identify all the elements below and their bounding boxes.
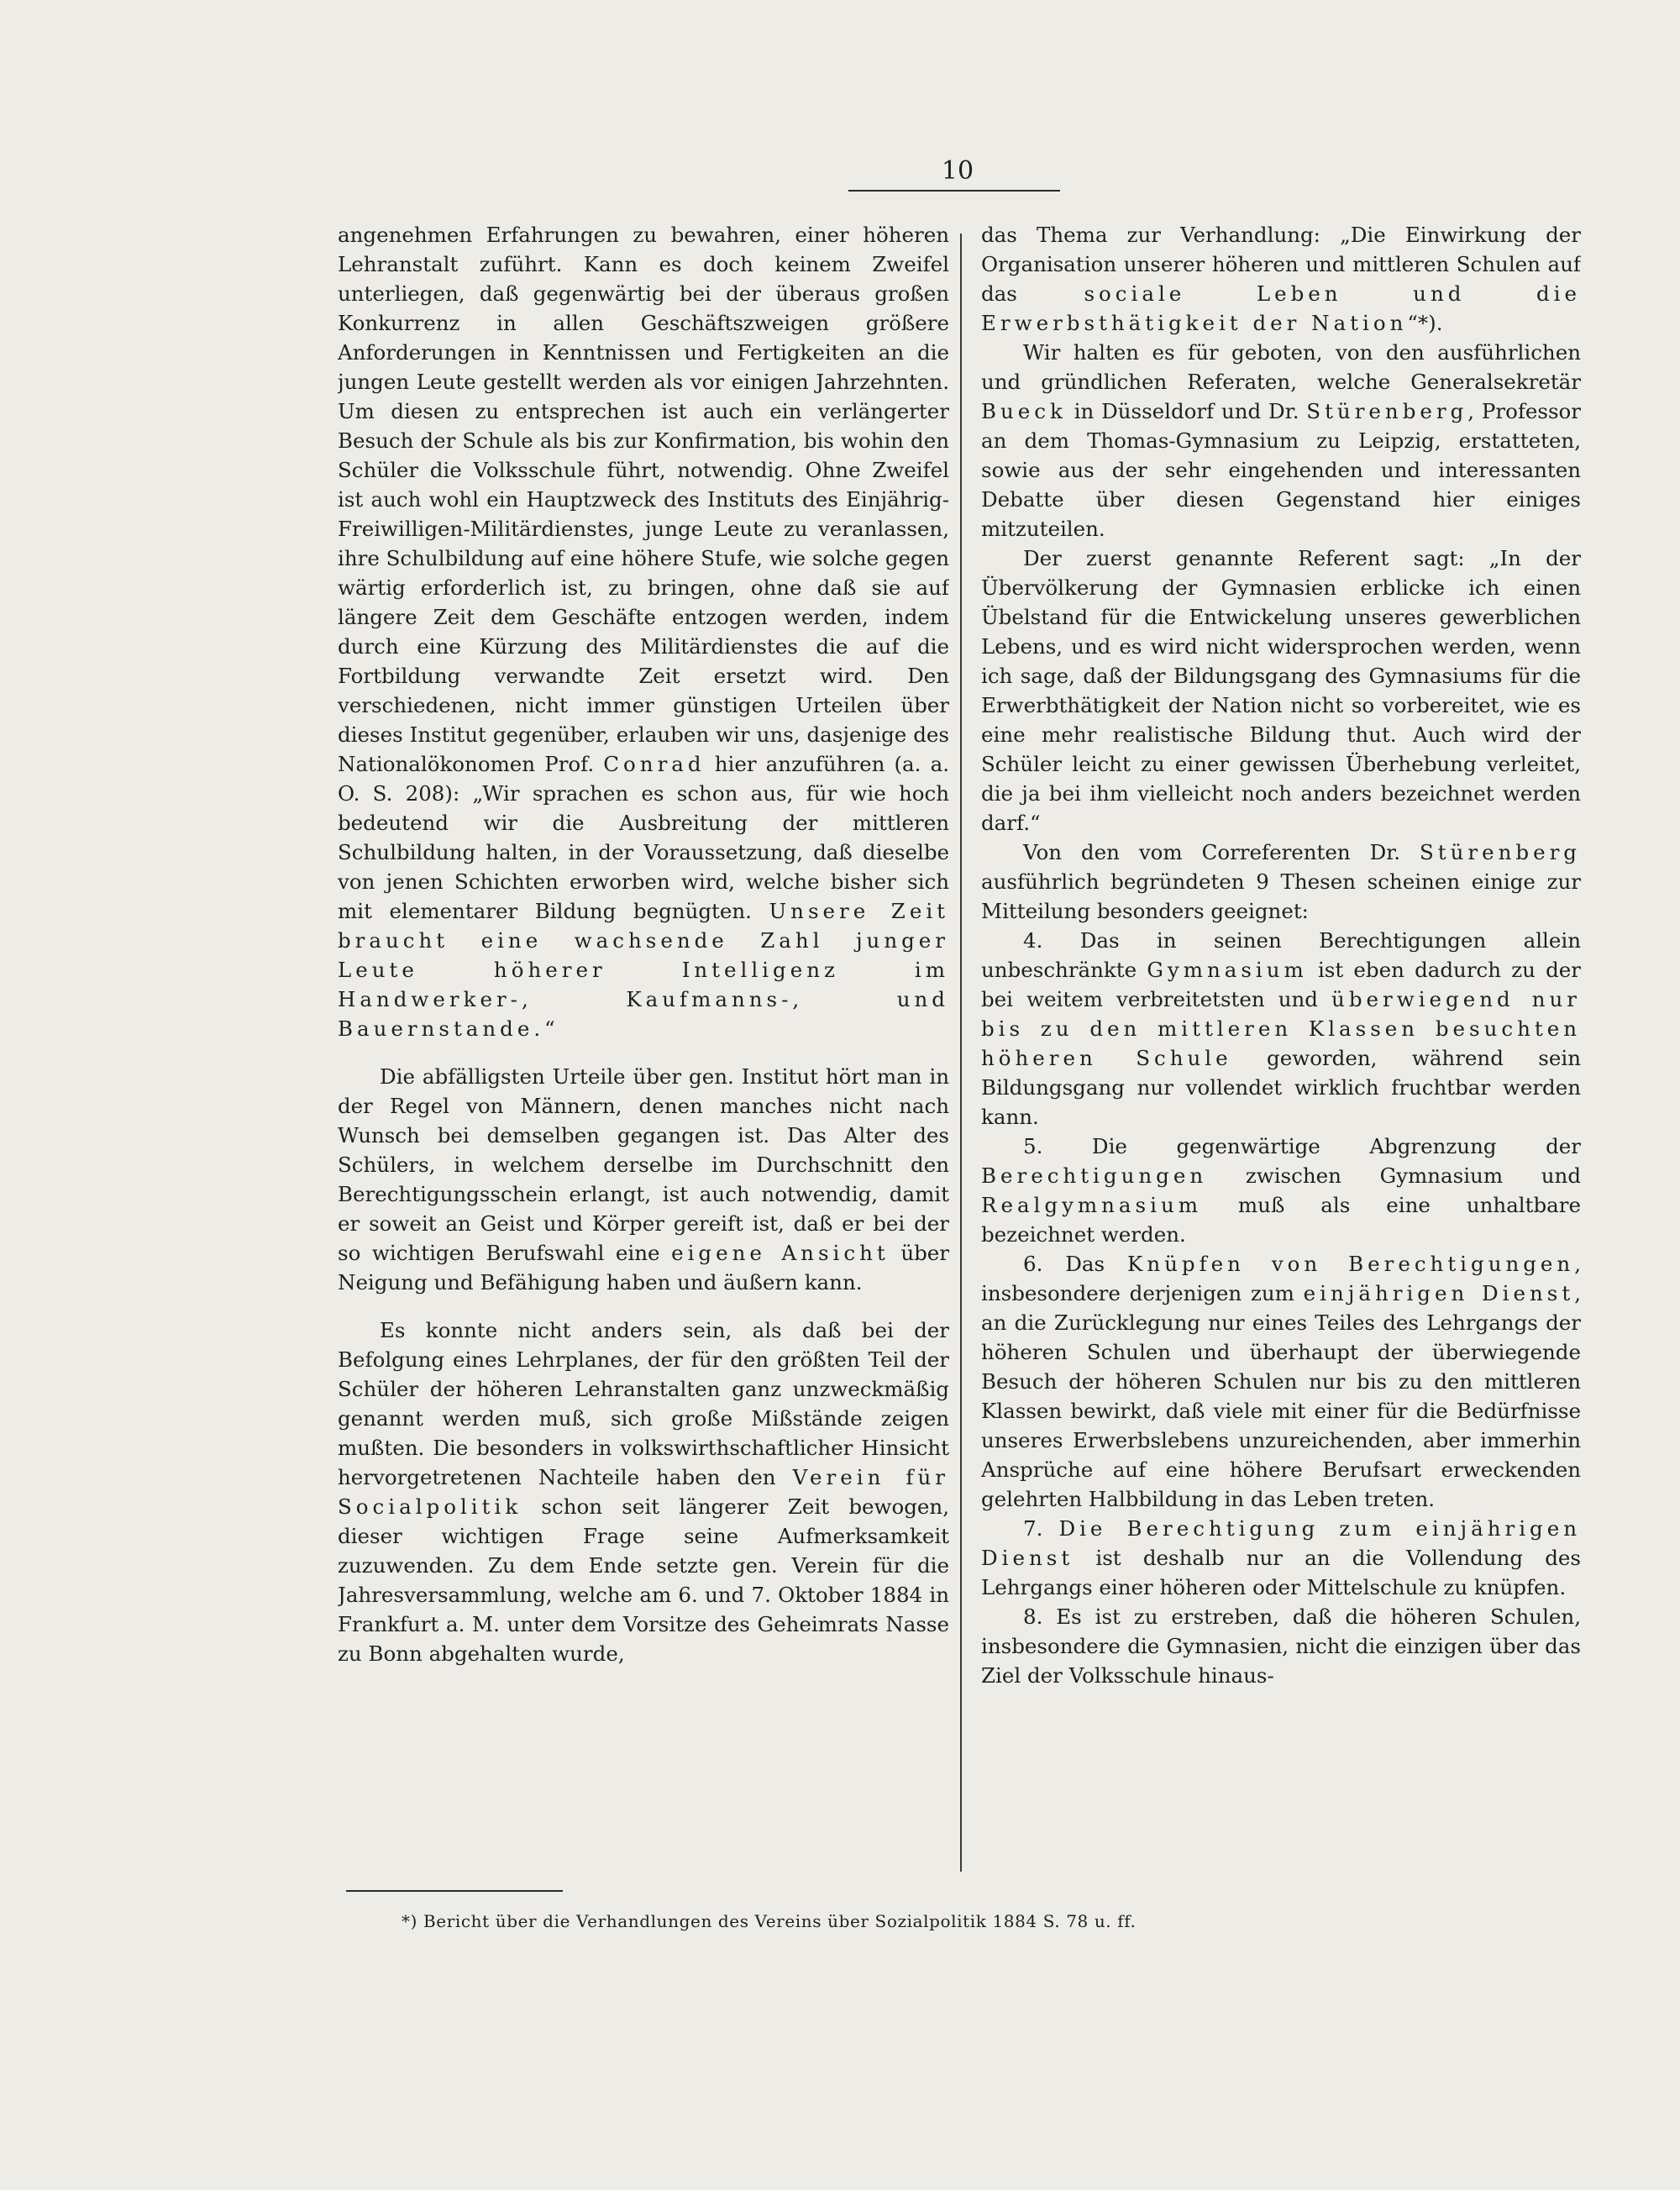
page-number-rule <box>848 190 1060 192</box>
left-paragraph-1 <box>338 220 949 1043</box>
right-p2-mid: in Düsseldorf und Dr. <box>1066 399 1307 423</box>
thesis-5-spaced-1: Berechtigungen <box>981 1163 1208 1188</box>
left-p1-spaced-quote: Unsere Zeit braucht eine wachsende Zahl junger Leute höherer Intelligenz im Handwerker-, Kaufmanns-, und Bauernstande. <box>338 899 949 1041</box>
right-paragraph-2 <box>981 338 1581 544</box>
left-p3-spaced: Verein für Socialpolitik <box>338 1465 949 1519</box>
name-stuerenberg: Stürenberg <box>1306 399 1468 423</box>
thesis-7 <box>981 1514 1581 1602</box>
right-paragraph-1 <box>981 220 1581 338</box>
thesis-6-spaced-2: einjährigen Dienst <box>1303 1281 1575 1305</box>
thesis-6 <box>981 1249 1581 1514</box>
thesis-4-spaced-2: überwiegend nur bis zu den mittleren Klassen besuchten höheren Schule <box>981 987 1581 1070</box>
thesis-7-text: 7. <box>1023 1516 1059 1541</box>
left-p1-quote: hier anzuführen (a. a. O. S. 208): „Wir sprachen es schon aus, für wie hoch bedeutend wir die Ausbreitung der mittleren Schulbildung halten, in der Voraussetzung, daß dieselbe von jenen Schichten erworben wird, welche bisher sich mit elementarer Bildung begnügten. <box>338 752 949 923</box>
name-conrad: Conrad <box>603 752 706 776</box>
left-p1-text: angenehmen Erfahrungen zu bewahren, einer höheren Lehranstalt zuführt. Kann es doch keinem Zweifel unterliegen, daß gegenwärtig bei der überaus großen Konkurrenz in allen Geschäftszweigen größere Anforderungen in Kenntnissen und Fertigkeiten an die jungen Leute gestellt werden als vor einigen Jahrzehnten. Um diesen zu entsprechen ist auch ein verlängerter Besuch der Schule als bis zur Konfirmation, bis wohin den Schüler die Volksschule führt, notwendig. Ohne Zweifel ist auch wohl ein Hauptzweck des Instituts des Einjährig-Freiwilligen-Militärdienstes, junge Leute zu veranlassen, ihre Schulbildung auf eine höhere Stufe, wie solche gegen wärtig erforderlich ist, zu bringen, ohne daß sie auf längere Zeit dem Geschäfte entzogen werden, indem durch eine Kürzung des Militärdienstes die auf die Fortbildung verwandte Zeit ersetzt wird. Den verschiedenen, nicht immer günstigen Urteilen über dieses Institut gegenüber, erlauben wir uns, dasjenige des Nationalökonomen Prof. <box>338 223 949 776</box>
right-p3-text: Der zuerst genannte Referent sagt: „In der Übervölkerung der Gymnasien erblicke ich einen Übelstand für die Entwickelung unseres gewerblichen Lebens, und es wird nicht widersprochen werden, wenn ich sage, daß der Bildungsgang des Gymnasiums für die Erwerbthätigkeit der Nation nicht so vorbereitet, wie es eine mehr realistische Bildung thut. Auch wird der Schüler leicht zu einer gewissen Überhebung verleitet, die ja bei ihm vielleicht noch anders bezeichnet werden darf.“ <box>981 546 1581 835</box>
thesis-7-rest: ist deshalb nur an die Vollendung des Lehrgangs einer höheren oder Mittelschule zu knüpfen. <box>981 1546 1581 1599</box>
thesis-4-text: 4. Das in seinen Berechtigungen allein unbeschränkte <box>981 928 1581 982</box>
thesis-7-spaced: Die Berechtigung zum einjährigen Dienst <box>981 1516 1581 1570</box>
thesis-5 <box>981 1132 1581 1249</box>
thesis-6-spaced-1: Knüpfen von Berechtigungen <box>1127 1252 1575 1276</box>
thesis-4-rest: geworden, während sein Bildungsgang nur vollendet wirklich fruchtbar werden kann. <box>981 1046 1581 1129</box>
thesis-6-rest: , an die Zurücklegung nur eines Teiles des Lehrgangs der höheren Schulen und überhaupt der überwiegende Besuch der höheren Schulen nur bis zu den mittleren Klassen bewirkt, daß viele mit einer für die Bedürfnisse unseres Erwerbslebens unzureichenden, aber immerhin Ansprüche auf eine höhere Berufsart erweckenden gelehrten Halbbildung in das Leben treten. <box>981 1281 1581 1511</box>
right-column <box>981 220 1581 1879</box>
left-p1-close: “ <box>544 1016 555 1041</box>
name-stuerenberg-2: Stürenberg <box>1420 840 1581 864</box>
thesis-5-rest: muß als eine unhaltbare bezeichnet werden. <box>981 1193 1581 1247</box>
thesis-8-text: 8. Es ist zu erstreben, daß die höheren Schulen, insbesondere die Gymnasien, nicht die einzigen über das Ziel der Volksschule hinaus- <box>981 1604 1581 1688</box>
left-column <box>338 220 949 1879</box>
left-paragraph-3 <box>338 1316 949 1668</box>
thesis-5-text: 5. Die gegenwärtige Abgrenzung der <box>1023 1134 1581 1158</box>
column-divider <box>960 234 962 1872</box>
thesis-6-mid: , insbesondere derjenigen zum <box>981 1252 1581 1305</box>
thesis-4-spaced-1: Gymnasium <box>1147 958 1308 982</box>
page-number: 10 <box>941 156 974 186</box>
right-p4-text: Von den vom Correferenten Dr. <box>1023 840 1420 864</box>
thesis-4-mid: ist eben dadurch zu der bei weitem verbreitetsten und <box>981 958 1581 1011</box>
footnote: *) Bericht über die Verhandlungen des Vereins über Sozialpolitik 1884 S. 78 u. ff. <box>402 1911 1137 1931</box>
right-p1-end: “*). <box>1407 311 1443 335</box>
left-p2-text: Die abfälligsten Urteile über gen. Institut hört man in der Regel von Männern, denen manches nicht nach Wunsch bei demselben gegangen ist. Das Alter des Schülers, in welchem derselbe im Durchschnitt den Berechtigungsschein erlangt, ist auch notwendig, damit er soweit an Geist und Körper gereift ist, daß er bei der so wichtigen Berufswahl eine <box>338 1064 949 1265</box>
thesis-5-mid: zwischen Gymnasium und <box>1207 1163 1581 1188</box>
footnote-rule <box>346 1890 563 1892</box>
left-p2-rest: über Neigung und Befähigung haben und äußern kann. <box>338 1241 949 1295</box>
right-p1-text: das Thema zur Verhandlung: „Die Einwirkung der Organisation unserer höheren und mittleren Schulen auf das <box>981 223 1581 306</box>
thesis-6-text: 6. Das <box>1023 1252 1128 1276</box>
right-p1-spaced: sociale Leben und die Erwerbsthätigkeit der Nation <box>981 281 1581 335</box>
thesis-8 <box>981 1602 1581 1690</box>
left-paragraph-2 <box>338 1062 949 1297</box>
right-p4-rest: ausführlich begründeten 9 Thesen scheinen einige zur Mitteilung besonders geeignet: <box>981 869 1581 923</box>
right-p2-rest: , Professor an dem Thomas-Gymnasium zu Leipzig, erstatteten, sowie aus der sehr eingehenden und interessanten Debatte über diesen Gegenstand hier einiges mitzuteilen. <box>981 399 1581 541</box>
left-p2-spaced: eigene Ansicht <box>671 1241 890 1265</box>
right-paragraph-3 <box>981 544 1581 838</box>
thesis-5-spaced-2: Realgymnasium <box>981 1193 1202 1217</box>
left-p3-rest: schon seit längerer Zeit bewogen, dieser wichtigen Frage seine Aufmerksamkeit zuzuwenden. Zu dem Ende setzte gen. Verein für die Jahresversammlung, welche am 6. und 7. Oktober 1884 in Frankfurt a. M. unter dem Vorsitze des Geheimrats Nasse zu Bonn abgehalten wurde, <box>338 1494 949 1666</box>
right-paragraph-4 <box>981 838 1581 926</box>
thesis-4 <box>981 926 1581 1132</box>
left-p3-text: Es konnte nicht anders sein, als daß bei der Befolgung eines Lehrplanes, der für den größten Teil der Schüler der höheren Lehranstalten ganz unzweckmäßig genannt werden muß, sich große Mißstände zeigen mußten. Die besonders in volkswirthschaftlicher Hinsicht hervorgetretenen Nachteile haben den <box>338 1318 949 1489</box>
name-bueck: Bueck <box>981 399 1067 423</box>
right-p2-text: Wir halten es für geboten, von den ausführlichen und gründlichen Referaten, welche Generalsekretär <box>981 340 1581 394</box>
